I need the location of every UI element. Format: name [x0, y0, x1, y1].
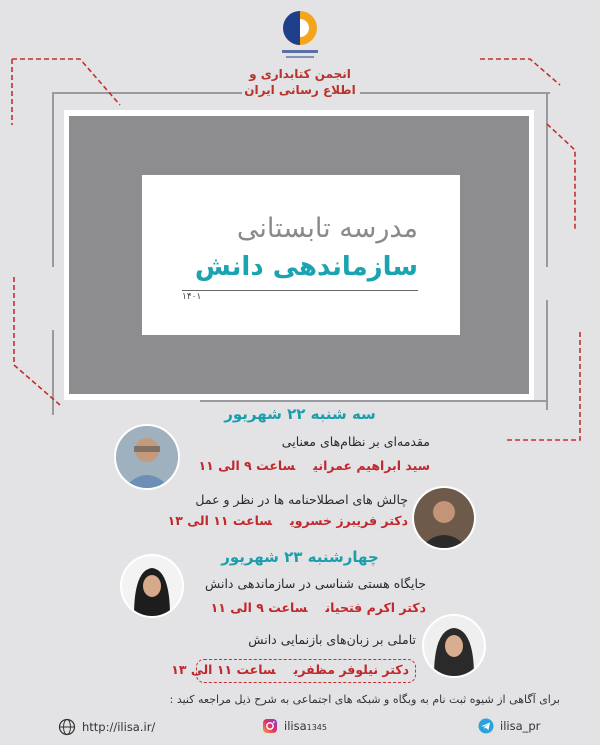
speaker-name: سید ابراهیم عمرانی: [313, 458, 430, 473]
telegram-handle: ilisa_pr: [500, 719, 541, 733]
day1-talk1-topic: مقدمه‌ای بر نظام‌های معنایی: [281, 434, 430, 449]
day2-talk2-speaker: [171, 659, 416, 683]
org-name-line1: انجمن کتابداری و: [249, 67, 351, 81]
speaker-photo-avatar: [120, 554, 184, 618]
talk-time: ساعت ۹ الی ۱۱: [210, 600, 308, 615]
website-link[interactable]: [58, 718, 155, 736]
speaker-photo-avatar: [412, 486, 476, 550]
day2-talk2-topic: تاملی بر زبان‌های بازنمایی دانش: [248, 632, 416, 647]
talk-time: ساعت ۹ الی ۱۱: [198, 458, 296, 473]
day1-talk1-speaker: [180, 458, 430, 474]
speaker-photo-avatar: [422, 614, 486, 678]
logo-emblem-icon: [276, 8, 324, 66]
poster-title-line2: سازماندهی دانش: [194, 252, 418, 282]
person-icon: [424, 616, 484, 676]
speaker-name: دکتر اکرم فتحیان: [325, 600, 426, 615]
globe-icon: [58, 718, 76, 736]
title-divider: [182, 290, 418, 291]
poster-title-line1: مدرسه تابستانی: [236, 213, 418, 244]
day2-talk1-topic: جایگاه هستی شناسی در سازماندهی دانش: [205, 576, 426, 591]
instagram-handle: ilisa: [284, 719, 307, 733]
speaker-name: دکتر فریبرز خسروی: [290, 513, 408, 528]
frame-line: [200, 400, 548, 402]
org-name-line2: اطلاع رسانی ایران: [244, 83, 356, 97]
footer-note: برای آگاهی از شیوه ثبت نام به وبگاه و شبکه های اجتماعی به شرح ذیل مراجعه کنید :: [169, 693, 560, 706]
day1-talk2-speaker: [120, 513, 408, 529]
instagram-number: 1345: [306, 723, 327, 732]
day1-title: سه شنبه ۲۲ شهریور: [224, 405, 376, 423]
day2-title: چهارشنبه ۲۳ شهریور: [221, 548, 379, 566]
telegram-link[interactable]: [478, 718, 540, 734]
instagram-link[interactable]: [262, 718, 327, 734]
red-corner-accent: [545, 120, 585, 240]
org-logo: [276, 8, 324, 66]
person-icon: [116, 426, 178, 488]
day2-talk1-speaker: [186, 600, 426, 616]
telegram-icon: [478, 718, 494, 734]
talk-time: ساعت ۱۱ الی ۱۳: [167, 513, 273, 528]
red-corner-accent: [10, 275, 70, 415]
instagram-icon: [262, 718, 278, 734]
poster-year: ۱۴۰۱: [182, 292, 202, 302]
day1-talk2-topic: چالش های اصطلاحنامه ها در نظر و عمل: [195, 492, 408, 507]
website-url: http://ilisa.ir/: [82, 720, 156, 734]
person-icon: [122, 556, 182, 616]
speaker-name: دکتر نیلوفر مظفری: [293, 662, 409, 677]
talk-time: ساعت ۱۱ الی ۱۳: [171, 662, 276, 677]
person-icon: [414, 488, 474, 548]
speaker-photo-avatar: [114, 424, 180, 490]
